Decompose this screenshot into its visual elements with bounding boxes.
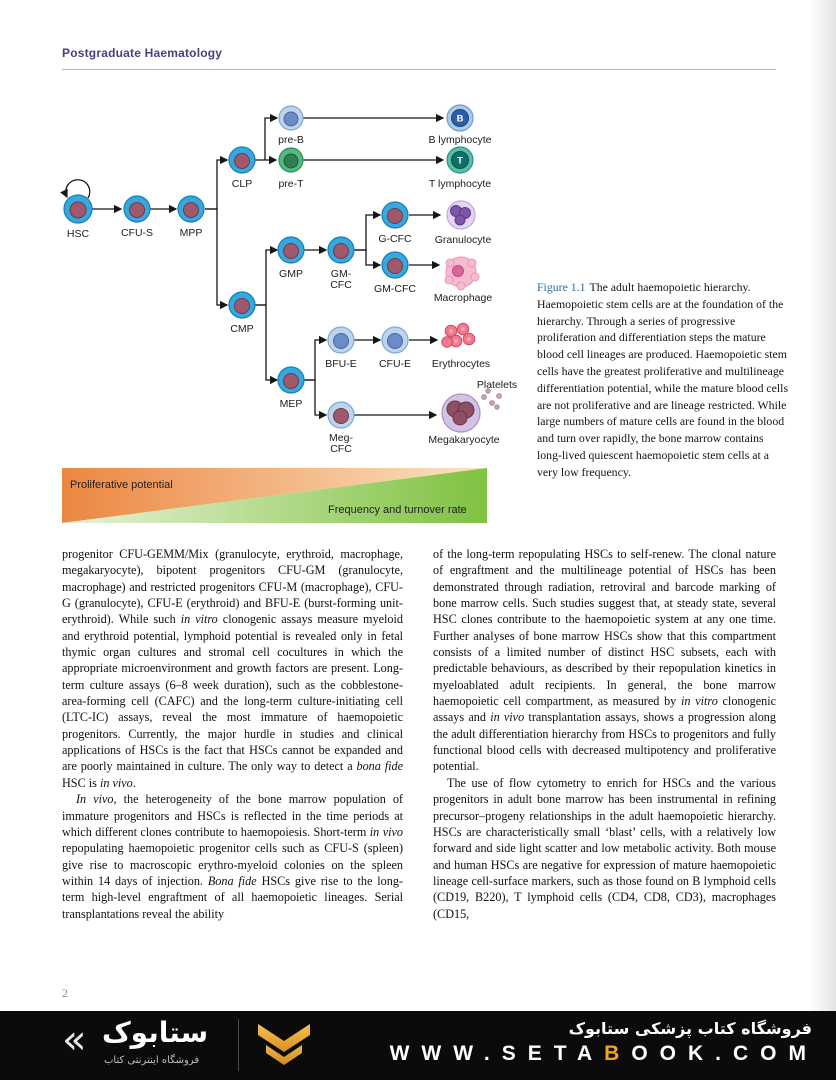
website-url[interactable]: WWW.SETABOOK.COM: [389, 1042, 818, 1065]
store-name-farsi: فروشگاه کتاب پزشکی ستابوک: [568, 1019, 812, 1038]
label-macrophage: Macrophage: [433, 292, 493, 304]
label-g-cfc: G-CFC: [378, 233, 412, 245]
setabook-logo-subtitle: فروشگاه اینترنتی کتاب: [104, 1055, 200, 1066]
figure-caption-label: Figure 1.1: [537, 280, 586, 294]
node-t-lymphocyte: [447, 147, 473, 173]
label-clp: CLP: [231, 178, 253, 190]
label-pre-b: pre-B: [278, 134, 304, 146]
node-cmp: [229, 292, 255, 318]
paragraph: The use of flow cytometry to enrich for HSCs and the various progenitors in adult bone marrow has been instrumental in refining precursor–progeny relationships in the adult haemopoietic hierarchy. HSCs are characteristically small ‘blast’ cells, with a relatively low forward and side light scatter and low metabolic activity. Both mouse and human HSCs are negative for expression of mature haemopoietic lineage cell-surface markers, such as those found on B lymphoid cells (CD19, B220), T lymphoid cells (CD4, CD8, CD3), macrophages (CD15,: [433, 775, 776, 921]
url-highlight-letter: B: [604, 1042, 632, 1065]
label-gm-cfc-2: GM-CFC: [374, 283, 416, 295]
node-mep: [278, 367, 304, 393]
label-t-lymphocyte: T lymphocyte: [428, 178, 492, 190]
label-mpp: MPP: [179, 227, 203, 239]
guillemet-logo-mark: «: [62, 1017, 87, 1063]
setabook-logo-text: ستابوک: [102, 1016, 209, 1049]
label-pre-t: pre-T: [278, 178, 304, 190]
body-column-right: [433, 546, 776, 922]
label-meg-cfc-line1: Meg-: [329, 432, 353, 444]
cell-platelets: [482, 389, 502, 409]
label-granulocyte: Granulocyte: [434, 234, 492, 246]
label-cfu-e: CFU-E: [378, 358, 412, 370]
label-meg-cfc-line2: CFC: [330, 443, 352, 455]
node-cfu-e: [382, 327, 408, 353]
node-clp: [229, 147, 255, 173]
paragraph: of the long-term repopulating HSCs to self-renew. The clonal nature of engraftment and the multilineage potential of HSCs has been demonstrated through radiation, retroviral and barcode marking of bone marrow cells. Such studies suggest that, at steady state, several HSC clones contribute to the haemopoietic system at any one time. Further analyses of bone marrow HSCs show that this compartment consists of a limited number of distinct HSC subsets, each with predictable behaviours, as described by their repopulation kinetics in myeloablated adult recipients. In general, the bone marrow haemopoietic cell compartment, as measured by in vitro clonogenic assays and in vivo transplantation assays, shows a progression along the adult differentiation hierarchy from HSCs to progenitors and fully functional blood cells with decreased multipotency and proliferative potential.: [433, 547, 776, 774]
label-platelets: Platelets: [476, 379, 518, 391]
node-mpp: [178, 196, 204, 222]
node-hsc: [64, 195, 92, 223]
label-cfu-s: CFU-S: [120, 227, 154, 239]
body-column-left: [62, 546, 403, 922]
cell-erythrocytes: [442, 323, 475, 347]
node-cfu-s: [124, 196, 150, 222]
label-bfu-e: BFU-E: [325, 358, 357, 370]
label-b-lymphocyte: B lymphocyte: [428, 134, 492, 146]
label-proliferative-potential: Proliferative potential: [70, 479, 173, 491]
b-cell-letter: B: [456, 113, 464, 125]
label-gmp: GMP: [279, 268, 303, 280]
label-gm-cfc-line2: CFC: [330, 279, 352, 291]
label-mep: MEP: [279, 398, 303, 410]
page-number: 2: [62, 986, 68, 1000]
gold-book-icon: [255, 1020, 313, 1072]
node-b-lymphocyte: [447, 105, 473, 131]
label-erythrocytes: Erythrocytes: [431, 358, 491, 370]
node-pre-t: [279, 148, 303, 172]
running-head: Postgraduate Haematology: [62, 46, 776, 70]
paragraph: In vivo, the heterogeneity of the bone marrow population of immature progenitors and HSCs is reflected in the time periods at which different clones contribute to haemopoiesis. Short-term in vivo repopulating haemopoietic progenitor cells such as CFU-S (spleen) give rise to macroscopic erythro-myeloid colonies on the spleen within 14 days of injection. Bona fide HSCs give rise to the long-term high-level engraftment of all haemopoietic lineages. Serial transplantations reveal the ability: [62, 792, 404, 921]
node-gm-cfc-1: [328, 237, 354, 263]
node-gm-cfc-2: [382, 252, 408, 278]
figure-caption: [537, 279, 789, 481]
footer-divider: [238, 1019, 239, 1071]
label-cmp: CMP: [230, 323, 254, 335]
node-pre-b: [279, 106, 303, 130]
cell-macrophage: [445, 257, 479, 290]
label-hsc: HSC: [66, 228, 90, 240]
node-bfu-e: [328, 327, 354, 353]
footer-banner: [0, 1011, 836, 1080]
paragraph: progenitor CFU-GEMM/Mix (granulocyte, erythroid, macrophage, megakaryocyte), bipotent progenitors CFU-GM (granulocyte, macrophage) and restricted progenitors CFU-M (macrophage), CFU-G (granulocyte), CFU-E (erythroid) and BFU-E (burst-forming unit-erythroid). While such in vitro clonogenic assays measure myeloid and erythroid potential, lymphoid potential is revealed only in fetal thymic organ cultures and stromal cell cocultures in which the appropriate microenvironment and growth factors are present. Long-term culture assays (6–8 week duration), such as the cobblestone-area-forming cell (CAFC) and the long-term culture-initiating cell (LTC-IC) assays, reveal the most immature of haemopoietic progenitors. Currently, the major hurdle in studies and clinical applications of HSCs is the fact that HSCs cannot be expanded and are poorly maintained in culture. The only way to detect a bona fide HSC is in vivo.: [62, 547, 404, 790]
label-gm-cfc-line1: GM-: [330, 268, 352, 280]
node-gmp: [278, 237, 304, 263]
scanned-page-edge: [810, 0, 836, 1011]
label-frequency-turnover: Frequency and turnover rate: [328, 504, 467, 516]
cell-granulocyte: [447, 201, 475, 229]
label-megakaryocyte: Megakaryocyte: [428, 434, 500, 446]
t-cell-letter: T: [457, 155, 463, 167]
node-meg-cfc: [328, 402, 354, 428]
node-g-cfc: [382, 202, 408, 228]
figure-caption-text: The adult haemopoietic hierarchy. Haemopoietic stem cells are at the foundation of the hierarchy. Through a series of progressive proliferation and differentiation steps the mature blood cell lineages are produced. Haemopoietic stem cells have the greatest proliferative and multilineage differentiation potential, while the mature blood cells are not proliferative and are lineage restricted. While large numbers of mature cells are found in the blood and turn over rapidly, the bone marrow contains long-lived quiescent haemopoietic stem cells at a very low frequency.: [537, 280, 789, 479]
cell-megakaryocyte: [442, 394, 480, 432]
